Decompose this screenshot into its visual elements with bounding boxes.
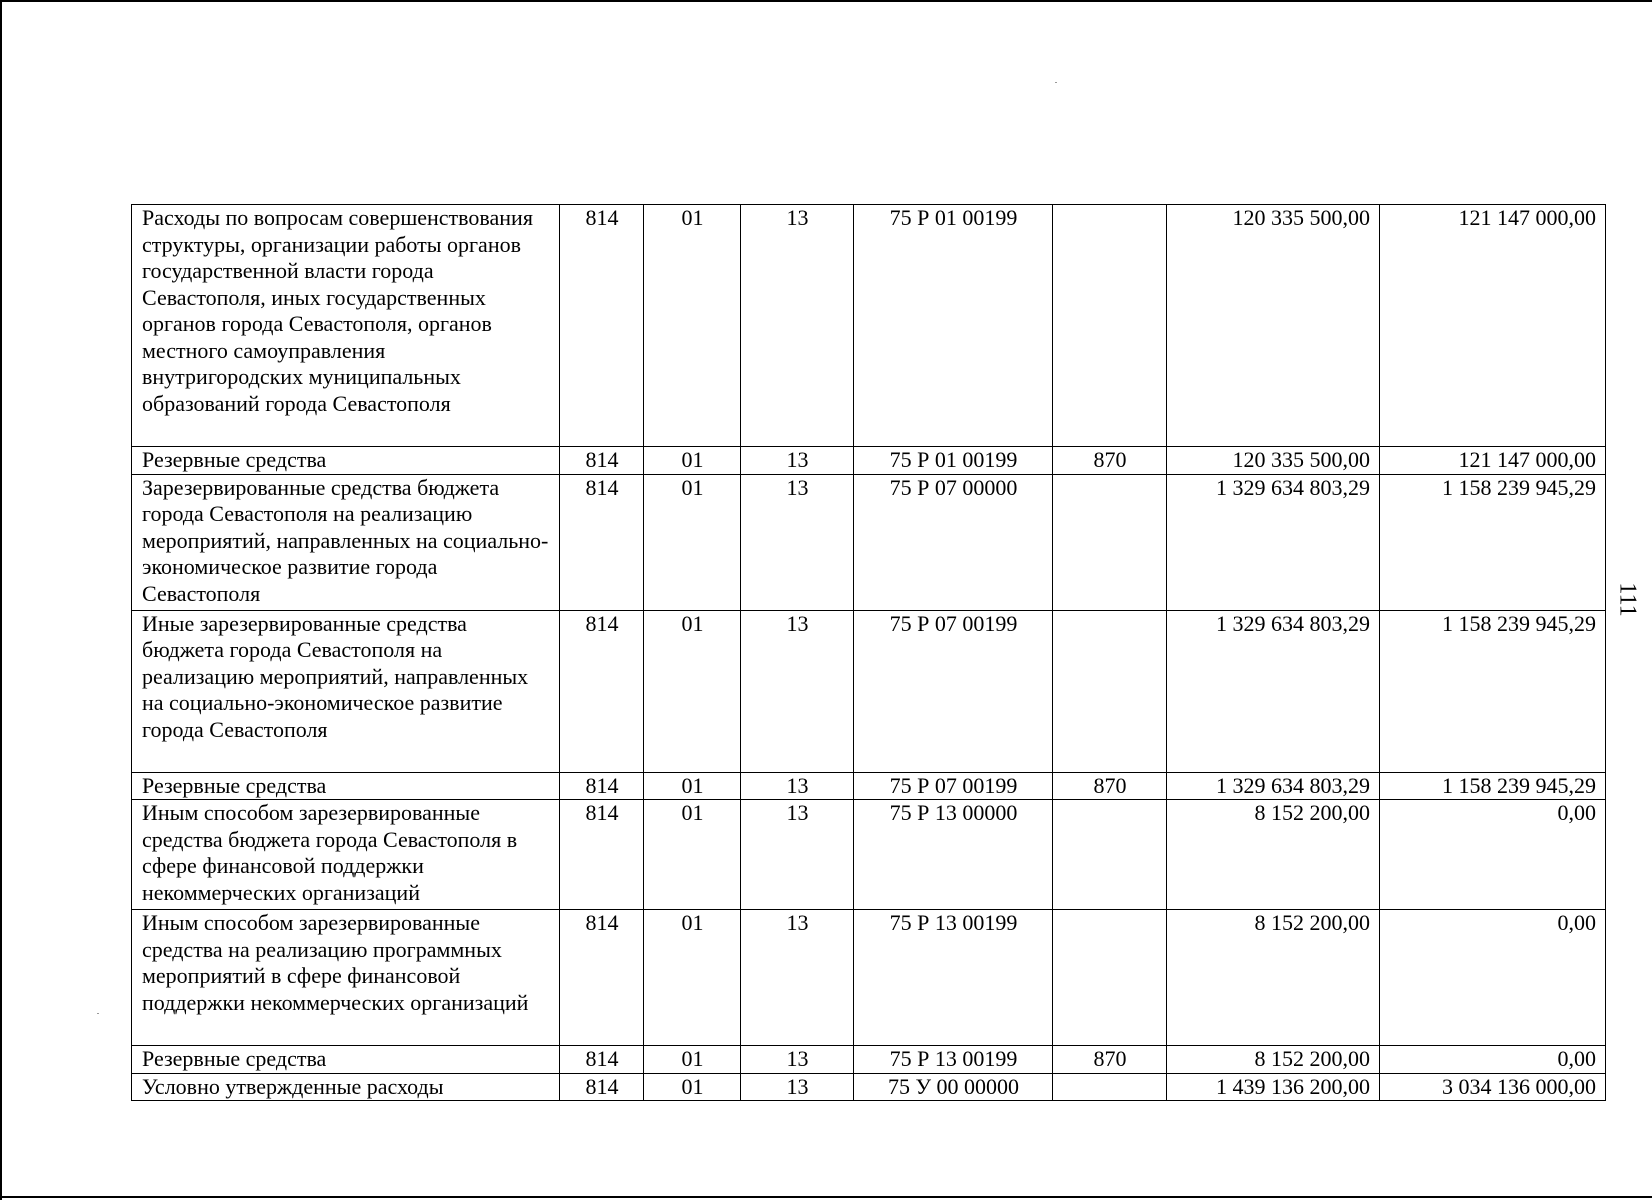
- row-department-code: 814: [560, 800, 644, 910]
- row-department-code: 814: [560, 1073, 644, 1101]
- row-amount-year-1: 1 329 634 803,29: [1167, 474, 1380, 610]
- row-target-article: 75 Р 07 00199: [854, 610, 1053, 772]
- row-subsection-code: 13: [741, 447, 854, 475]
- row-department-code: 814: [560, 910, 644, 1046]
- row-subsection-code: 13: [741, 474, 854, 610]
- row-name: Условно утвержденные расходы: [132, 1073, 560, 1101]
- row-subsection-code: 13: [741, 800, 854, 910]
- row-name: Зарезервированные средства бюджета города Севастополя на реализацию мероприятий, направленных на социально-экономическое развитие города Севастополя: [132, 474, 560, 610]
- row-amount-year-2: 121 147 000,00: [1380, 447, 1606, 475]
- row-name: Расходы по вопросам совершенствования структуры, организации работы органов государственной власти города Севастополя, иных государственных органов города Севастополя, органов местного самоуправления внутригородских муниципальных образований города Севастополя: [132, 205, 560, 447]
- row-target-article: 75 Р 01 00199: [854, 205, 1053, 447]
- row-amount-year-2: 3 034 136 000,00: [1380, 1073, 1606, 1101]
- row-name: Резервные средства: [132, 1046, 560, 1074]
- row-department-code: 814: [560, 1046, 644, 1074]
- row-expense-type: [1053, 610, 1167, 772]
- row-subsection-code: 13: [741, 610, 854, 772]
- scan-border-top: [0, 0, 1652, 2]
- scan-speck: [1055, 82, 1057, 83]
- row-amount-year-2: 0,00: [1380, 800, 1606, 910]
- row-department-code: 814: [560, 474, 644, 610]
- row-expense-type: 870: [1053, 447, 1167, 475]
- row-target-article: 75 Р 13 00199: [854, 910, 1053, 1046]
- scan-border-left: [0, 0, 2, 1200]
- row-target-article: 75 У 00 00000: [854, 1073, 1053, 1101]
- scan-border-bottom: [0, 1196, 1652, 1198]
- row-target-article: 75 Р 07 00199: [854, 772, 1053, 800]
- row-subsection-code: 13: [741, 1073, 854, 1101]
- table-row: [132, 1046, 1606, 1074]
- row-amount-year-1: 8 152 200,00: [1167, 910, 1380, 1046]
- row-amount-year-2: 1 158 239 945,29: [1380, 474, 1606, 610]
- row-subsection-code: 13: [741, 205, 854, 447]
- row-department-code: 814: [560, 205, 644, 447]
- row-amount-year-1: 1 439 136 200,00: [1167, 1073, 1380, 1101]
- row-target-article: 75 Р 01 00199: [854, 447, 1053, 475]
- row-name: Резервные средства: [132, 447, 560, 475]
- table-row: [132, 1073, 1606, 1101]
- row-section-code: 01: [644, 800, 741, 910]
- row-name: Иным способом зарезервированные средства на реализацию программных мероприятий в сфере финансовой поддержки некоммерческих организаций: [132, 910, 560, 1046]
- row-expense-type: [1053, 205, 1167, 447]
- row-expense-type: [1053, 1073, 1167, 1101]
- row-expense-type: 870: [1053, 772, 1167, 800]
- table-row: [132, 772, 1606, 800]
- row-subsection-code: 13: [741, 910, 854, 1046]
- row-amount-year-1: 120 335 500,00: [1167, 447, 1380, 475]
- row-section-code: 01: [644, 610, 741, 772]
- row-amount-year-1: 1 329 634 803,29: [1167, 772, 1380, 800]
- table-row: [132, 610, 1606, 772]
- row-name: Резервные средства: [132, 772, 560, 800]
- row-expense-type: [1053, 800, 1167, 910]
- row-name: Иные зарезервированные средства бюджета города Севастополя на реализацию мероприятий, направленных на социально-экономическое развитие города Севастополя: [132, 610, 560, 772]
- row-section-code: 01: [644, 772, 741, 800]
- row-section-code: 01: [644, 205, 741, 447]
- row-section-code: 01: [644, 447, 741, 475]
- row-department-code: 814: [560, 610, 644, 772]
- table-row: [132, 800, 1606, 910]
- row-subsection-code: 13: [741, 772, 854, 800]
- table-row: [132, 910, 1606, 1046]
- row-expense-type: [1053, 474, 1167, 610]
- row-amount-year-1: 1 329 634 803,29: [1167, 610, 1380, 772]
- row-subsection-code: 13: [741, 1046, 854, 1074]
- row-amount-year-2: 1 158 239 945,29: [1380, 610, 1606, 772]
- table-row: [132, 447, 1606, 475]
- row-expense-type: 870: [1053, 1046, 1167, 1074]
- table-row: [132, 205, 1606, 447]
- row-amount-year-2: 121 147 000,00: [1380, 205, 1606, 447]
- row-amount-year-1: 120 335 500,00: [1167, 205, 1380, 447]
- row-target-article: 75 Р 07 00000: [854, 474, 1053, 610]
- row-section-code: 01: [644, 474, 741, 610]
- row-amount-year-2: 1 158 239 945,29: [1380, 772, 1606, 800]
- row-amount-year-2: 0,00: [1380, 910, 1606, 1046]
- row-section-code: 01: [644, 1073, 741, 1101]
- row-department-code: 814: [560, 772, 644, 800]
- budget-table: [131, 204, 1606, 1101]
- row-section-code: 01: [644, 1046, 741, 1074]
- row-expense-type: [1053, 910, 1167, 1046]
- table-body: [132, 205, 1606, 1101]
- row-department-code: 814: [560, 447, 644, 475]
- page-number: 111: [1614, 582, 1641, 617]
- row-amount-year-2: 0,00: [1380, 1046, 1606, 1074]
- row-amount-year-1: 8 152 200,00: [1167, 1046, 1380, 1074]
- row-target-article: 75 Р 13 00199: [854, 1046, 1053, 1074]
- scan-speck: [97, 1013, 99, 1014]
- table-row: [132, 474, 1606, 610]
- row-name: Иным способом зарезервированные средства бюджета города Севастополя в сфере финансовой поддержки некоммерческих организаций: [132, 800, 560, 910]
- row-section-code: 01: [644, 910, 741, 1046]
- row-target-article: 75 Р 13 00000: [854, 800, 1053, 910]
- row-amount-year-1: 8 152 200,00: [1167, 800, 1380, 910]
